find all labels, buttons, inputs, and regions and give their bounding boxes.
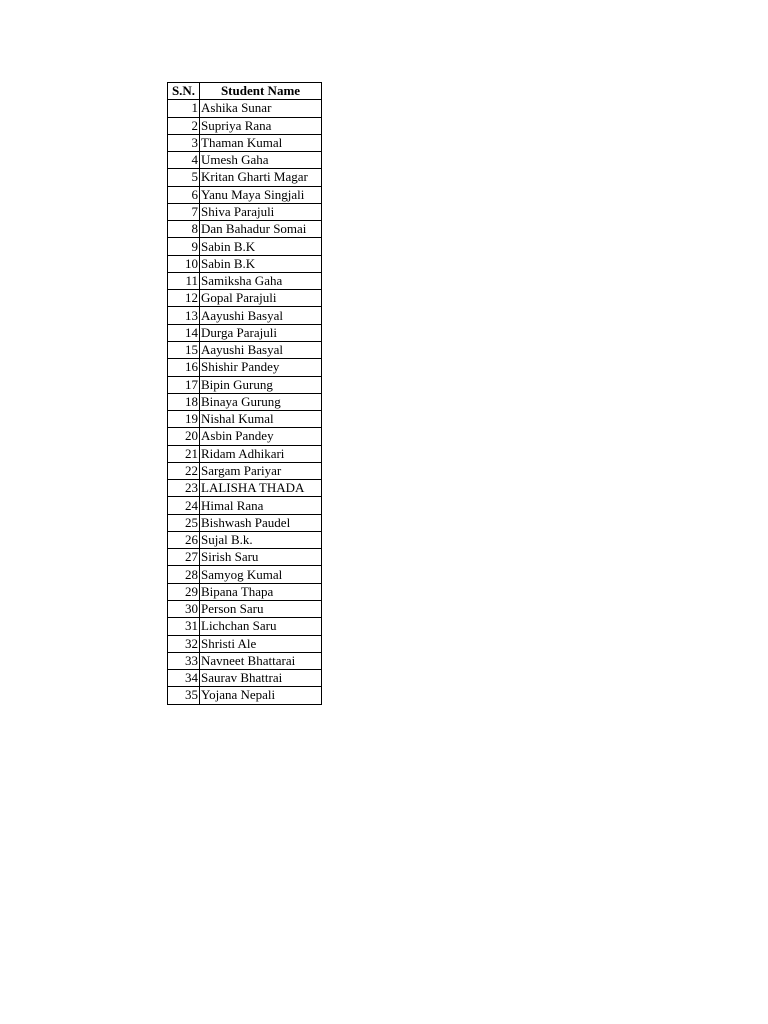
serial-number-cell: 4 xyxy=(168,152,200,169)
student-name-cell: Ridam Adhikari xyxy=(200,445,322,462)
serial-number-cell: 13 xyxy=(168,307,200,324)
student-list-sheet xyxy=(167,82,322,705)
table-row xyxy=(168,376,322,393)
table-row xyxy=(168,134,322,151)
student-name-cell: Sujal B.k. xyxy=(200,531,322,548)
student-name-cell: Shishir Pandey xyxy=(200,359,322,376)
student-name-cell: Ashika Sunar xyxy=(200,100,322,117)
serial-number-cell: 34 xyxy=(168,670,200,687)
table-row xyxy=(168,100,322,117)
table-row xyxy=(168,531,322,548)
table-row xyxy=(168,549,322,566)
student-name-cell: Shiva Parajuli xyxy=(200,203,322,220)
table-row xyxy=(168,272,322,289)
serial-number-cell: 20 xyxy=(168,428,200,445)
serial-number-cell: 28 xyxy=(168,566,200,583)
student-name-cell: Aayushi Basyal xyxy=(200,341,322,358)
serial-number-cell: 15 xyxy=(168,341,200,358)
serial-number-cell: 27 xyxy=(168,549,200,566)
student-name-cell: Saurav Bhattrai xyxy=(200,670,322,687)
student-name-cell: Yanu Maya Singjali xyxy=(200,186,322,203)
table-row xyxy=(168,445,322,462)
serial-number-cell: 35 xyxy=(168,687,200,704)
student-name-cell: Kritan Gharti Magar xyxy=(200,169,322,186)
student-name-cell: Bipin Gurung xyxy=(200,376,322,393)
student-name-cell: Bishwash Paudel xyxy=(200,514,322,531)
table-row xyxy=(168,255,322,272)
student-table xyxy=(167,82,322,705)
table-row xyxy=(168,566,322,583)
student-name-cell: Shristi Ale xyxy=(200,635,322,652)
serial-number-cell: 8 xyxy=(168,221,200,238)
table-row xyxy=(168,618,322,635)
table-row xyxy=(168,635,322,652)
student-name-cell: Umesh Gaha xyxy=(200,152,322,169)
student-name-cell: Sirish Saru xyxy=(200,549,322,566)
student-name-cell: Himal Rana xyxy=(200,497,322,514)
student-name-cell: Samiksha Gaha xyxy=(200,272,322,289)
student-name-cell: Durga Parajuli xyxy=(200,324,322,341)
serial-number-cell: 7 xyxy=(168,203,200,220)
student-name-cell: Gopal Parajuli xyxy=(200,290,322,307)
serial-number-cell: 25 xyxy=(168,514,200,531)
table-row xyxy=(168,514,322,531)
table-row xyxy=(168,169,322,186)
table-row xyxy=(168,670,322,687)
student-name-cell: Samyog Kumal xyxy=(200,566,322,583)
table-row xyxy=(168,221,322,238)
serial-number-cell: 2 xyxy=(168,117,200,134)
serial-number-cell: 16 xyxy=(168,359,200,376)
student-name-cell: LALISHA THADA xyxy=(200,480,322,497)
student-name-cell: Thaman Kumal xyxy=(200,134,322,151)
table-row xyxy=(168,324,322,341)
table-row xyxy=(168,480,322,497)
table-row xyxy=(168,652,322,669)
serial-number-cell: 30 xyxy=(168,600,200,617)
student-name-cell: Aayushi Basyal xyxy=(200,307,322,324)
serial-number-cell: 21 xyxy=(168,445,200,462)
table-row xyxy=(168,238,322,255)
table-row xyxy=(168,152,322,169)
table-row xyxy=(168,411,322,428)
student-name-cell: Dan Bahadur Somai xyxy=(200,221,322,238)
student-name-cell: Bipana Thapa xyxy=(200,583,322,600)
student-name-cell: Sabin B.K xyxy=(200,238,322,255)
table-row xyxy=(168,117,322,134)
serial-number-cell: 18 xyxy=(168,393,200,410)
serial-number-cell: 9 xyxy=(168,238,200,255)
serial-number-cell: 32 xyxy=(168,635,200,652)
serial-number-cell: 14 xyxy=(168,324,200,341)
serial-number-cell: 22 xyxy=(168,462,200,479)
table-row xyxy=(168,393,322,410)
student-name-cell: Supriya Rana xyxy=(200,117,322,134)
student-name-cell: Asbin Pandey xyxy=(200,428,322,445)
serial-number-cell: 29 xyxy=(168,583,200,600)
table-row xyxy=(168,341,322,358)
serial-number-cell: 23 xyxy=(168,480,200,497)
serial-number-cell: 19 xyxy=(168,411,200,428)
table-row xyxy=(168,462,322,479)
student-name-cell: Binaya Gurung xyxy=(200,393,322,410)
student-name-cell: Sargam Pariyar xyxy=(200,462,322,479)
table-row xyxy=(168,186,322,203)
student-name-cell: Lichchan Saru xyxy=(200,618,322,635)
table-row xyxy=(168,203,322,220)
serial-number-cell: 6 xyxy=(168,186,200,203)
serial-number-cell: 24 xyxy=(168,497,200,514)
table-row xyxy=(168,600,322,617)
serial-number-cell: 31 xyxy=(168,618,200,635)
student-name-cell: Person Saru xyxy=(200,600,322,617)
header-serial-number: S.N. xyxy=(168,83,200,100)
table-row xyxy=(168,497,322,514)
serial-number-cell: 5 xyxy=(168,169,200,186)
table-row xyxy=(168,428,322,445)
serial-number-cell: 33 xyxy=(168,652,200,669)
table-row xyxy=(168,307,322,324)
serial-number-cell: 10 xyxy=(168,255,200,272)
table-body xyxy=(168,100,322,704)
table-row xyxy=(168,583,322,600)
serial-number-cell: 3 xyxy=(168,134,200,151)
student-name-cell: Navneet Bhattarai xyxy=(200,652,322,669)
serial-number-cell: 11 xyxy=(168,272,200,289)
table-row xyxy=(168,687,322,704)
table-row xyxy=(168,290,322,307)
student-name-cell: Sabin B.K xyxy=(200,255,322,272)
serial-number-cell: 1 xyxy=(168,100,200,117)
student-name-cell: Yojana Nepali xyxy=(200,687,322,704)
student-name-cell: Nishal Kumal xyxy=(200,411,322,428)
serial-number-cell: 26 xyxy=(168,531,200,548)
serial-number-cell: 17 xyxy=(168,376,200,393)
serial-number-cell: 12 xyxy=(168,290,200,307)
table-row xyxy=(168,359,322,376)
table-header-row xyxy=(168,83,322,100)
header-student-name: Student Name xyxy=(200,83,322,100)
